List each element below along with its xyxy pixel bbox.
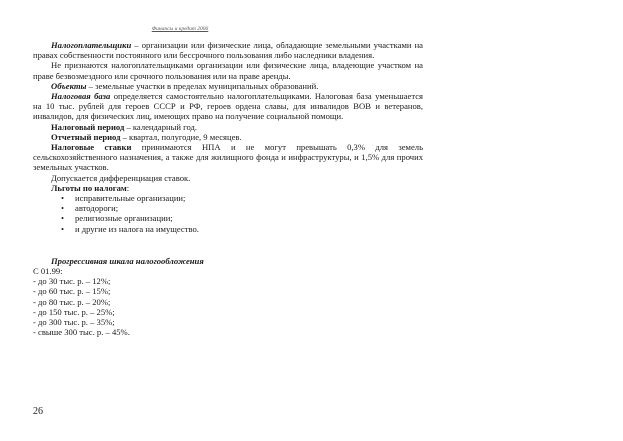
paragraph-tax-period: [33, 122, 423, 132]
paragraph-differentiation: Допускается дифференциация ставок.: [51, 172, 191, 183]
list-item: - до 300 тыс. р. – 35%;: [33, 317, 115, 328]
text-tax-rates: принимаются НПА и не могут превышать 0,3% для земель сельскохозяйственного назначения, а также для жилищного фонда и инфраструктуры, и 1,5% для прочих земельных участков.: [33, 142, 423, 173]
page-number: 26: [33, 406, 43, 417]
paragraph-tax-rates: [33, 142, 423, 173]
list-item: • и другие из налога на имущество.: [61, 224, 423, 234]
list-item: • автодороги;: [61, 203, 423, 213]
paragraph-benefits: [33, 183, 423, 193]
body-text: [33, 40, 423, 337]
term-benefits: Льготы по налогам: [51, 182, 127, 193]
section-title-progressive: Прогрессивная шкала налогообложения: [51, 255, 204, 266]
benefits-list: [33, 193, 423, 234]
paragraph-objects: [33, 81, 423, 91]
list-item: • религиозные организации;: [61, 213, 423, 223]
paragraph-taxpayers: [33, 40, 423, 60]
text-objects: – земельные участки в пределах муниципальных образований.: [86, 80, 319, 91]
list-item: - до 80 тыс. р. – 20%;: [33, 296, 111, 307]
term-objects: Объекты: [51, 80, 87, 91]
term-tax-rates: Налоговые ставки: [51, 142, 132, 153]
running-header: Финансы и кредит 2006: [151, 26, 209, 32]
term-tax-period: Налоговый период: [51, 121, 125, 132]
paragraph-reporting-period: [33, 132, 423, 142]
text-reporting-period: – квартал, полугодие, 9 месяцев.: [120, 131, 242, 142]
text-tax-base: определяется самостоятельно налогоплательщиками. Налоговая база уменьшается на 10 тыс. рублей для героев СССР и РФ, героев ордена славы, для инвалидов ВОВ и ветеранов, инвалидов, для физических лиц, имеющих право на получение социальной помощи.: [33, 91, 423, 122]
list-item: - до 30 тыс. р. – 12%;: [33, 276, 111, 287]
list-item: • исправительные организации;: [61, 193, 423, 203]
list-item: - до 60 тыс. р. – 15%;: [33, 286, 111, 297]
term-taxpayers: Налогоплательщики: [51, 40, 132, 50]
text-benefits: :: [126, 182, 130, 193]
progressive-scale-list: [33, 266, 423, 337]
paragraph-non-taxpayers: Не признаются налогоплательщиками организации или физические лица, владеющие участком на праве безвозмездного или срочного пользования или на праве аренды.: [33, 60, 423, 81]
term-reporting-period: Отчетный период: [51, 131, 121, 142]
scale-date: С 01.99:: [33, 266, 63, 276]
paragraph-tax-base: [33, 91, 423, 122]
list-item: - свыше 300 тыс. р. – 45%.: [33, 327, 130, 338]
text-tax-period: – календарный год.: [124, 121, 198, 132]
text-taxpayers: – организации или физические лица, обладающие земельными участками на правах собственности постоянного или бессрочного пользования либо наследники владения.: [33, 40, 423, 61]
list-item: - до 150 тыс. р. – 25%;: [33, 306, 115, 317]
term-tax-base: Налоговая база: [51, 91, 111, 102]
